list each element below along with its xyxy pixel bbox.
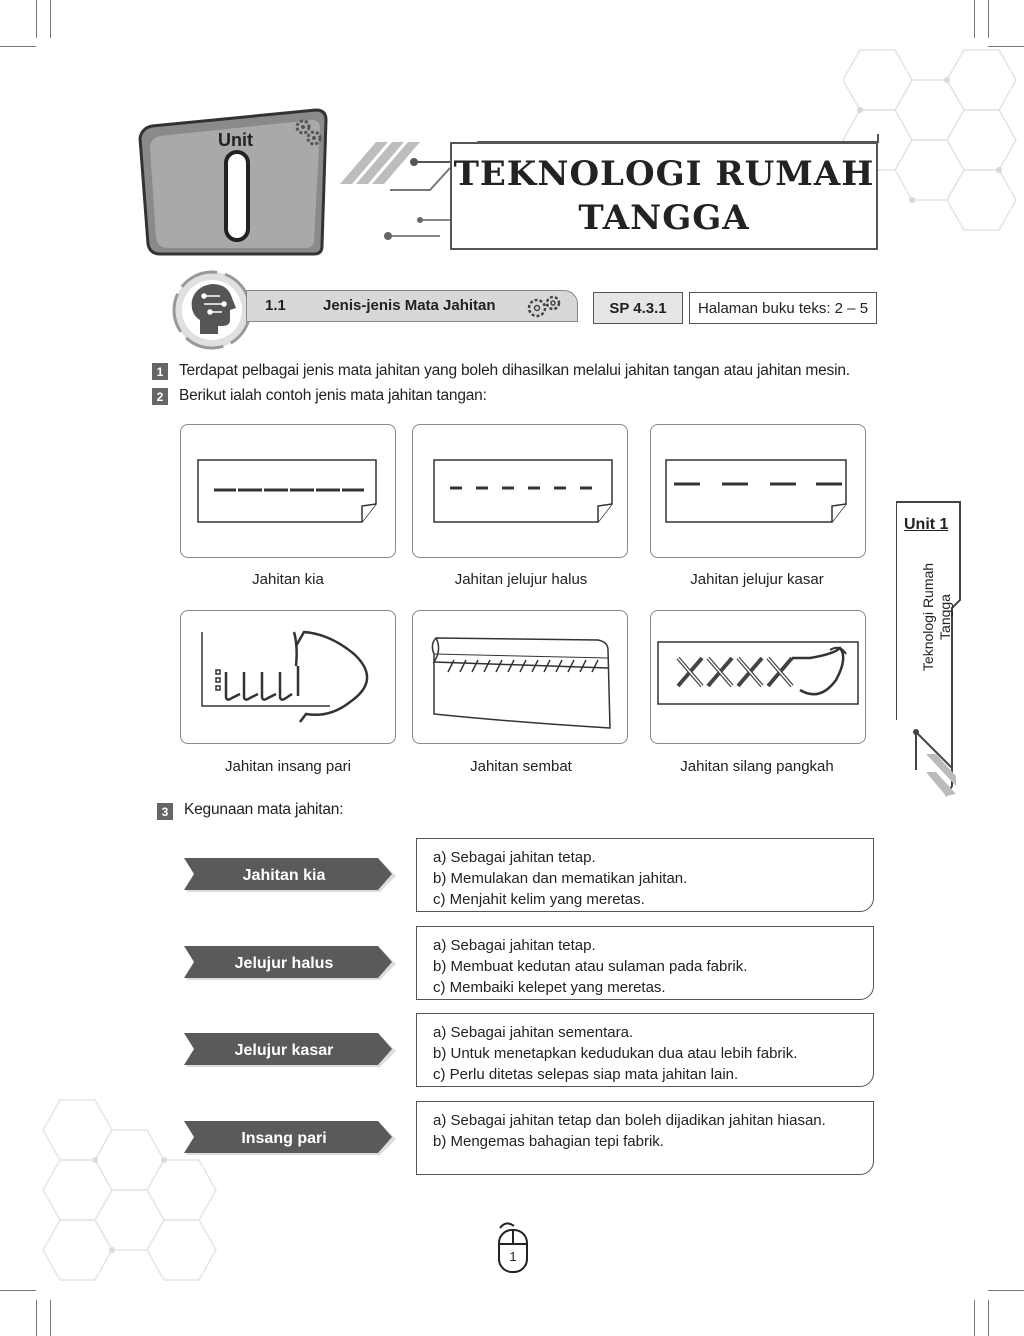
stitch-use-box (416, 1101, 874, 1175)
stitch-use-label-text: Jelujur halus (234, 955, 334, 972)
stitch-use-box (416, 838, 874, 912)
stitch-use-label (184, 1033, 398, 1069)
side-unit-tab (896, 500, 966, 800)
stitch-use-box (416, 1013, 874, 1087)
topic-number: 1.1 (265, 297, 286, 314)
paragraph-number: 1 (152, 363, 168, 380)
stitch-caption: Jahitan silang pangkah (680, 758, 834, 775)
use-item: c) Perlu ditetas selepas siap mata jahitan lain. (433, 1066, 739, 1083)
hemming-stitch-icon (412, 610, 628, 744)
stitch-use-label (184, 858, 398, 894)
crop-mark (974, 1300, 975, 1336)
use-item: b) Mengemas bahagian tepi fabrik. (433, 1133, 664, 1150)
mouse-icon (496, 1218, 530, 1274)
crop-mark (50, 0, 51, 38)
use-item: c) Membaiki kelepet yang meretas. (433, 979, 666, 996)
crop-mark (974, 0, 975, 38)
stitch-card (180, 610, 396, 744)
crop-mark (36, 0, 37, 38)
use-item: a) Sebagai jahitan tetap. (433, 937, 596, 954)
use-item: b) Memulakan dan mematikan jahitan. (433, 870, 688, 887)
crop-mark (988, 1290, 1024, 1291)
use-item: b) Membuat kedutan atau sulaman pada fabrik. (433, 958, 748, 975)
use-item: a) Sebagai jahitan tetap. (433, 849, 596, 866)
crop-mark (0, 46, 36, 47)
running-stitch-medium-icon (412, 424, 628, 558)
stitch-caption: Jahitan insang pari (225, 758, 351, 775)
use-item: a) Sebagai jahitan tetap dan boleh dijadikan jahitan hiasan. (433, 1112, 826, 1129)
crop-mark (988, 1300, 989, 1336)
stitch-card (650, 610, 866, 744)
gears-icon (294, 118, 324, 148)
stitch-caption: Jahitan kia (252, 571, 324, 588)
stitch-use-label (184, 946, 398, 982)
stitch-caption: Jahitan jelujur halus (454, 571, 588, 588)
stitch-card (412, 610, 628, 744)
brain-head-icon (170, 268, 254, 352)
unit-label: Unit (218, 130, 253, 150)
stitch-use-box (416, 926, 874, 1000)
paragraph-number: 3 (157, 803, 173, 820)
unit-badge (136, 108, 332, 260)
hexagon-pattern-bottom-left (40, 1080, 260, 1290)
stitch-caption: Jahitan sembat (470, 758, 572, 775)
running-stitch-fine-icon (180, 424, 396, 558)
stitch-caption: Jahitan jelujur kasar (690, 571, 824, 588)
use-item: c) Menjahit kelim yang meretas. (433, 891, 645, 908)
textbook-pages-box: Halaman buku teks: 2 – 5 (689, 292, 877, 324)
stitch-card (412, 424, 628, 558)
blanket-stitch-icon (180, 610, 396, 744)
page-number-badge (496, 1218, 530, 1274)
stitch-card (180, 424, 396, 558)
running-stitch-coarse-icon (650, 424, 866, 558)
topic-bar (246, 290, 578, 322)
side-unit-title-line-1: Teknologi Rumah (920, 562, 936, 672)
paragraph-2: Berikut ialah contoh jenis mata jahitan tangan: (179, 387, 487, 404)
crop-mark (0, 1290, 36, 1291)
stitch-card (650, 424, 866, 558)
topic-title: Jenis-jenis Mata Jahitan (323, 297, 496, 314)
paragraph-number: 2 (152, 388, 168, 405)
stitch-use-label (184, 1121, 398, 1157)
stitch-use-label-text: Jelujur kasar (234, 1042, 334, 1059)
gears-icon (525, 294, 565, 320)
side-unit-title-line-2: Tangga (937, 594, 953, 640)
side-unit-title (920, 532, 954, 702)
paragraph-1: Terdapat pelbagai jenis mata jahitan yang boleh dihasilkan melalui jahitan tangan atau jahitan mesin. (179, 362, 850, 379)
cross-stitch-icon (650, 610, 866, 744)
unit-title-line-1: TEKNOLOGI RUMAH (453, 154, 875, 194)
unit-title-line-2: TANGGA (578, 198, 750, 238)
crop-mark (50, 1300, 51, 1336)
stitch-use-label-text: Insang pari (241, 1130, 327, 1147)
paragraph-3: Kegunaan mata jahitan: (184, 801, 344, 818)
crop-mark (36, 1300, 37, 1336)
standard-code-box: SP 4.3.1 (593, 292, 683, 324)
use-item: b) Untuk menetapkan kedudukan dua atau lebih fabrik. (433, 1045, 798, 1062)
use-item: a) Sebagai jahitan sementara. (433, 1024, 634, 1041)
page-number: 1 (509, 1249, 517, 1264)
crop-mark (988, 0, 989, 38)
stitch-use-label-text: Jahitan kia (242, 867, 326, 884)
unit-title-box (450, 142, 878, 250)
side-unit-label: Unit 1 (904, 516, 949, 533)
